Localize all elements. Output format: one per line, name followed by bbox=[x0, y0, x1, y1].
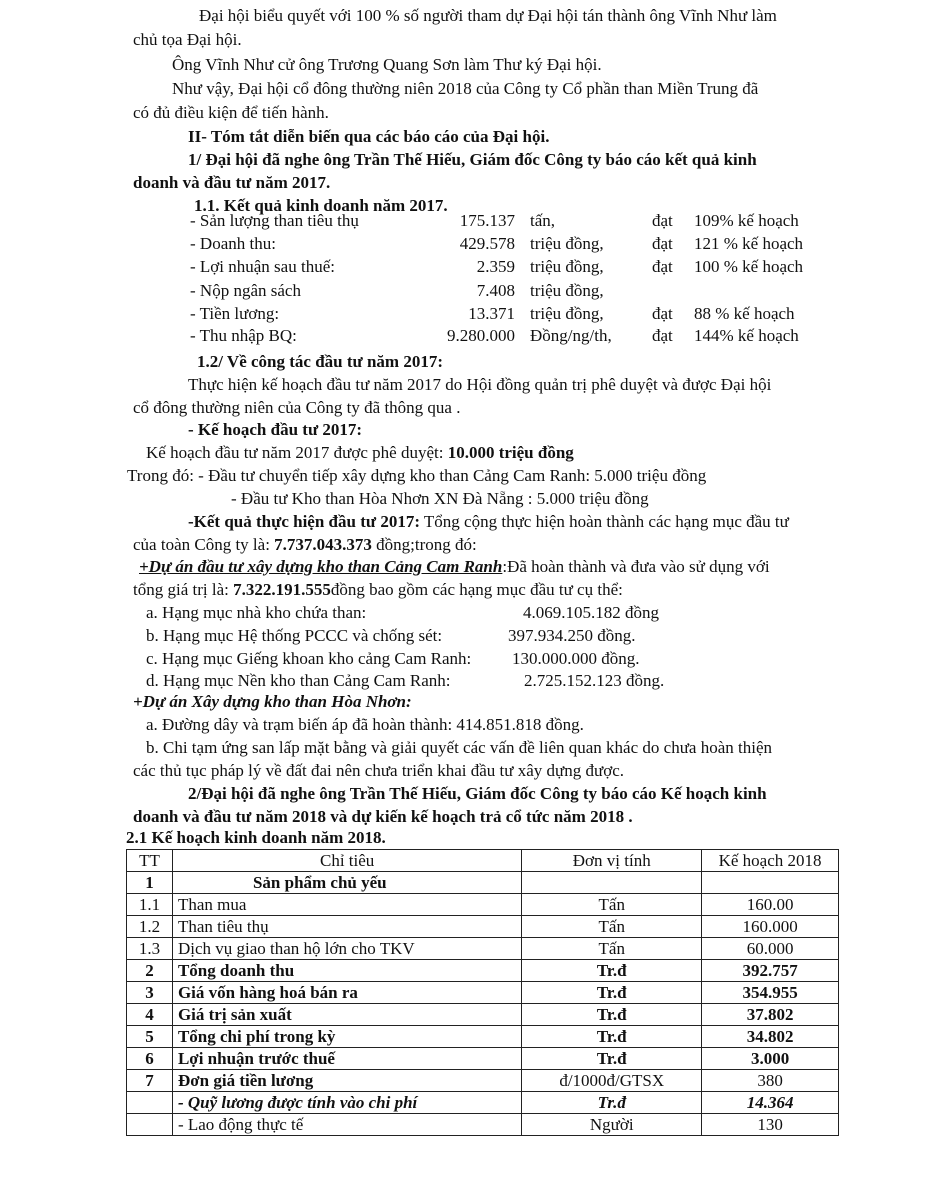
result-status: đạt bbox=[652, 304, 673, 323]
table-cell-name: Than mua bbox=[172, 894, 521, 916]
table-row bbox=[127, 938, 839, 960]
table-cell-plan: 392.757 bbox=[702, 960, 839, 982]
table-cell-tt: 3 bbox=[127, 982, 173, 1004]
plan-heading: - Kế hoạch đầu tư 2017: bbox=[188, 420, 363, 439]
table-cell-name: Đơn giá tiền lương bbox=[172, 1070, 521, 1092]
project-amount: 7.322.191.555 bbox=[233, 580, 331, 599]
intro-line: Ông Vĩnh Như cử ông Trương Quang Sơn làm Thư ký Đại hội. bbox=[172, 55, 602, 74]
table-cell-name: Tổng doanh thu bbox=[172, 960, 521, 982]
result-status: đạt bbox=[652, 326, 673, 345]
table-cell-name: Than tiêu thụ bbox=[172, 916, 521, 938]
subsection-heading: 2.1 Kế hoạch kinh doanh năm 2018. bbox=[126, 828, 386, 847]
result-unit: triệu đồng, bbox=[530, 281, 604, 300]
table-cell-tt bbox=[127, 1114, 173, 1136]
table-cell-tt: 1.3 bbox=[127, 938, 173, 960]
table-cell-name: Sản phẩm chủ yếu bbox=[172, 872, 521, 894]
paragraph-line: Thực hiện kế hoạch đầu tư năm 2017 do Hội đồng quản trị phê duyệt và được Đại hội bbox=[188, 375, 772, 394]
table-row bbox=[127, 872, 839, 894]
plan-line: - Đầu tư Kho than Hòa Nhơn XN Đà Nẵng : 5.000 triệu đồng bbox=[231, 489, 649, 508]
table-cell-unit: Tr.đ bbox=[522, 1004, 702, 1026]
table-cell-plan: 34.802 bbox=[702, 1026, 839, 1048]
table-row bbox=[127, 1026, 839, 1048]
column-header: Đơn vị tính bbox=[522, 850, 702, 872]
table-cell-plan: 60.000 bbox=[702, 938, 839, 960]
report1-title: 1/ Đại hội đã nghe ông Trần Thế Hiếu, Giám đốc Công ty báo cáo kết quả kinh bbox=[188, 150, 757, 169]
table-row bbox=[127, 916, 839, 938]
table-cell-plan: 130 bbox=[702, 1114, 839, 1136]
table-cell-name: Giá vốn hàng hoá bán ra bbox=[172, 982, 521, 1004]
result-label: - Thu nhập BQ: bbox=[190, 326, 297, 345]
table-cell-name: - Quỹ lương được tính vào chi phí bbox=[172, 1092, 521, 1114]
report1-title: doanh và đầu tư năm 2017. bbox=[133, 173, 331, 192]
table-cell-tt: 1 bbox=[127, 872, 173, 894]
report2-title: doanh và đầu tư năm 2018 và dự kiến kế hoạch trả cổ tức năm 2018 . bbox=[133, 807, 633, 826]
table-cell-unit bbox=[522, 872, 702, 894]
result-line bbox=[133, 535, 477, 555]
column-header: Kế hoạch 2018 bbox=[702, 850, 839, 872]
paragraph-line: cổ đông thường niên của Công ty đã thông qua . bbox=[133, 398, 461, 417]
result-plan: 88 % kế hoạch bbox=[694, 304, 795, 323]
table-cell-name: Lợi nhuận trước thuế bbox=[172, 1048, 521, 1070]
item-label: b. Hạng mục Hệ thống PCCC và chống sét: bbox=[146, 626, 443, 645]
item-amount: 397.934.250 đồng. bbox=[508, 626, 636, 645]
item-amount: 130.000.000 đồng. bbox=[512, 649, 640, 668]
table-cell-unit: đ/1000đ/GTSX bbox=[522, 1070, 702, 1092]
result-heading: -Kết quả thực hiện đầu tư 2017: bbox=[188, 512, 420, 531]
subsection-heading: 1.1. Kết quả kinh doanh năm 2017. bbox=[194, 196, 448, 215]
result-value: 175.137 bbox=[459, 211, 515, 230]
result-value: 13.371 bbox=[468, 304, 515, 323]
project-title: +Dự án đầu tư xây dựng kho than Cảng Cam Ranh bbox=[139, 557, 503, 576]
table-cell-plan: 37.802 bbox=[702, 1004, 839, 1026]
result-label: - Nộp ngân sách bbox=[190, 281, 301, 300]
table-cell-unit: Tấn bbox=[522, 938, 702, 960]
project-text: đồng bao gồm các hạng mục đầu tư cụ thể: bbox=[330, 580, 623, 599]
table-cell-unit: Tr.đ bbox=[522, 960, 702, 982]
table-cell-name: Giá trị sản xuất bbox=[172, 1004, 521, 1026]
project-line: b. Chi tạm ứng san lấp mặt bằng và giải quyết các vấn đề liên quan khác do chưa hoàn thiện bbox=[146, 738, 772, 757]
result-label: - Tiền lương: bbox=[190, 304, 280, 323]
project-line bbox=[133, 580, 623, 600]
table-cell-tt: 7 bbox=[127, 1070, 173, 1092]
table-cell-unit: Tấn bbox=[522, 894, 702, 916]
project-line bbox=[139, 557, 770, 577]
result-unit: Đồng/ng/th, bbox=[530, 326, 612, 345]
table-cell-tt: 4 bbox=[127, 1004, 173, 1026]
project-line: các thủ tục pháp lý về đất đai nên chưa triển khai đầu tư xây dựng được. bbox=[133, 761, 624, 780]
project-line: a. Đường dây và trạm biến áp đã hoàn thành: 414.851.818 đồng. bbox=[146, 715, 584, 734]
column-header: Chỉ tiêu bbox=[172, 850, 521, 872]
table-cell-plan: 354.955 bbox=[702, 982, 839, 1004]
table-row bbox=[127, 894, 839, 916]
table-cell-unit: Người bbox=[522, 1114, 702, 1136]
result-line bbox=[188, 512, 789, 532]
table-cell-plan: 160.00 bbox=[702, 894, 839, 916]
result-unit: triệu đồng, bbox=[530, 304, 604, 323]
section-heading: II- Tóm tắt diễn biến qua các báo cáo của Đại hội. bbox=[188, 127, 550, 146]
table-cell-unit: Tr.đ bbox=[522, 982, 702, 1004]
project-text: tổng giá trị là: bbox=[133, 580, 234, 599]
result-status: đạt bbox=[652, 257, 673, 276]
plan-text: Kế hoạch đầu tư năm 2017 được phê duyệt: bbox=[146, 443, 448, 462]
table-cell-plan: 3.000 bbox=[702, 1048, 839, 1070]
table-cell-tt: 1.2 bbox=[127, 916, 173, 938]
table-row bbox=[127, 982, 839, 1004]
table-cell-plan: 380 bbox=[702, 1070, 839, 1092]
table-cell-tt: 2 bbox=[127, 960, 173, 982]
table-row bbox=[127, 1070, 839, 1092]
item-amount: 4.069.105.182 đồng bbox=[523, 603, 659, 622]
result-unit: tấn, bbox=[530, 211, 556, 230]
result-text: Tổng cộng thực hiện hoàn thành các hạng mục đầu tư bbox=[419, 512, 789, 531]
table-header-row bbox=[127, 850, 839, 872]
table-cell-name: Tổng chi phí trong kỳ bbox=[172, 1026, 521, 1048]
result-label: - Doanh thu: bbox=[190, 234, 276, 253]
result-plan: 109% kế hoạch bbox=[694, 211, 799, 230]
intro-line: Như vậy, Đại hội cổ đông thường niên 2018 của Công ty Cổ phần than Miền Trung đã bbox=[172, 79, 759, 98]
result-status: đạt bbox=[652, 211, 673, 230]
report2-title: 2/Đại hội đã nghe ông Trần Thế Hiếu, Giám đốc Công ty báo cáo Kế hoạch kinh bbox=[188, 784, 767, 803]
item-label: d. Hạng mục Nền kho than Cảng Cam Ranh: bbox=[146, 671, 451, 690]
table-row bbox=[127, 1092, 839, 1114]
table-cell-tt: 6 bbox=[127, 1048, 173, 1070]
result-label: - Sản lượng than tiêu thụ bbox=[190, 211, 359, 230]
result-plan: 144% kế hoạch bbox=[694, 326, 799, 345]
table-row bbox=[127, 960, 839, 982]
table-row bbox=[127, 1114, 839, 1136]
table-cell-tt: 1.1 bbox=[127, 894, 173, 916]
result-plan: 100 % kế hoạch bbox=[694, 257, 804, 276]
result-amount: 7.737.043.373 bbox=[274, 535, 372, 554]
table-cell-unit: Tấn bbox=[522, 916, 702, 938]
table-cell-unit: Tr.đ bbox=[522, 1092, 702, 1114]
result-plan: 121 % kế hoạch bbox=[694, 234, 804, 253]
intro-line: Đại hội biểu quyết với 100 % số người tham dự Đại hội tán thành ông Vĩnh Như làm bbox=[199, 6, 777, 25]
result-value: 429.578 bbox=[459, 234, 515, 253]
subsection-heading: 1.2/ Về công tác đầu tư năm 2017: bbox=[197, 352, 443, 371]
table-cell-tt bbox=[127, 1092, 173, 1114]
column-header: TT bbox=[127, 850, 173, 872]
result-text: đồng;trong đó: bbox=[371, 535, 477, 554]
item-amount: 2.725.152.123 đồng. bbox=[524, 671, 665, 690]
table-cell-name: Dịch vụ giao than hộ lớn cho TKV bbox=[172, 938, 521, 960]
result-value: 7.408 bbox=[476, 281, 515, 300]
result-unit: triệu đồng, bbox=[530, 234, 604, 253]
project-text: :Đã hoàn thành và đưa vào sử dụng với bbox=[502, 557, 770, 576]
result-unit: triệu đồng, bbox=[530, 257, 604, 276]
table-cell-plan: 14.364 bbox=[702, 1092, 839, 1114]
result-status: đạt bbox=[652, 234, 673, 253]
business-plan-table bbox=[126, 849, 839, 1136]
result-label: - Lợi nhuận sau thuế: bbox=[190, 257, 335, 276]
table-cell-plan bbox=[702, 872, 839, 894]
plan-amount: 10.000 triệu đồng bbox=[447, 443, 574, 462]
intro-line: có đủ điều kiện để tiến hành. bbox=[133, 103, 329, 122]
table-cell-name: - Lao động thực tế bbox=[172, 1114, 521, 1136]
table-cell-plan: 160.000 bbox=[702, 916, 839, 938]
table-cell-unit: Tr.đ bbox=[522, 1026, 702, 1048]
result-value: 9.280.000 bbox=[447, 326, 515, 345]
table-row bbox=[127, 1004, 839, 1026]
table-cell-unit: Tr.đ bbox=[522, 1048, 702, 1070]
result-text: của toàn Công ty là: bbox=[133, 535, 275, 554]
table-row bbox=[127, 1048, 839, 1070]
item-label: a. Hạng mục nhà kho chứa than: bbox=[146, 603, 367, 622]
result-value: 2.359 bbox=[476, 257, 515, 276]
project-title: +Dự án Xây dựng kho than Hòa Nhơn: bbox=[133, 692, 412, 711]
item-label: c. Hạng mục Giếng khoan kho cảng Cam Ranh: bbox=[146, 649, 472, 668]
intro-line: chủ tọa Đại hội. bbox=[133, 30, 242, 49]
table-cell-tt: 5 bbox=[127, 1026, 173, 1048]
plan-line bbox=[146, 443, 574, 463]
plan-line: Trong đó: - Đầu tư chuyển tiếp xây dựng kho than Cảng Cam Ranh: 5.000 triệu đồng bbox=[127, 466, 707, 485]
